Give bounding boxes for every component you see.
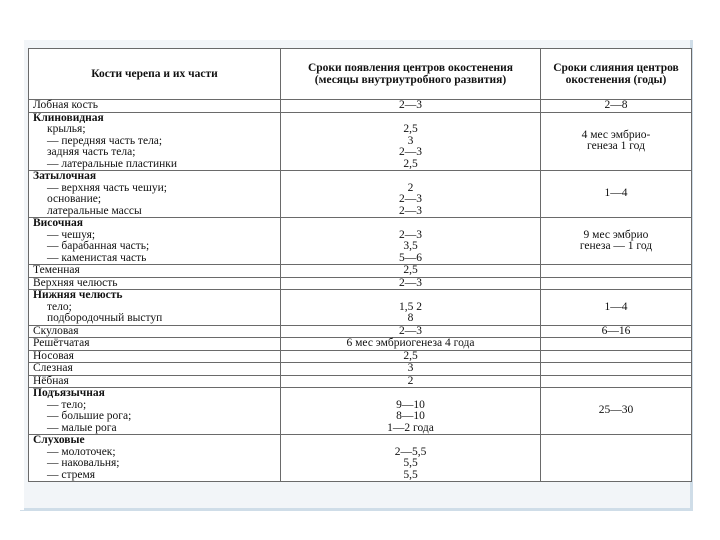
cell-appearance: [281, 112, 541, 171]
cell-appearance: [281, 290, 541, 326]
cell-line: [545, 376, 687, 388]
table-row: [29, 388, 692, 435]
cell-line: 2,5: [403, 157, 418, 170]
cell-line: 5,5: [403, 468, 418, 481]
ossification-table-container: [28, 48, 691, 482]
table-row: [29, 112, 692, 171]
cell-line: — передняя часть тела;: [47, 134, 163, 147]
table-row: [29, 363, 692, 376]
cell-line: 2,5: [403, 123, 418, 135]
cell-appearance: [281, 338, 541, 351]
cell-line: 2—3: [399, 276, 422, 289]
cell-fusion: [541, 363, 692, 376]
cell-fusion: [541, 325, 692, 338]
cell-line: 2—8: [604, 99, 628, 111]
cell-line: — тело;: [47, 398, 87, 411]
cell-line: Височная: [33, 217, 83, 229]
cell-bone: [29, 325, 281, 338]
cell-line: — чешуя;: [47, 228, 96, 241]
cell-line: генеза 1 год: [587, 140, 645, 153]
header-fusion: Сроки слияния центров окостенения (годы): [541, 49, 692, 100]
cell-line: 3,5: [403, 240, 418, 252]
cell-line: 25—30: [598, 404, 634, 417]
cell-line: [545, 452, 687, 464]
cell-bone: [29, 100, 281, 113]
cell-line: латеральные массы: [47, 204, 142, 217]
cell-line: 6—16: [601, 324, 631, 337]
cell-line: — стремя: [47, 468, 96, 481]
cell-line: 3: [407, 362, 414, 374]
cell-line: — молоточек;: [47, 445, 116, 458]
table-header-row: [29, 49, 692, 100]
cell-line: Слуховые: [33, 434, 85, 446]
cell-line: 9 мес эмбрио: [583, 228, 649, 241]
cell-line: Носовая: [33, 349, 74, 362]
cell-line: [545, 338, 687, 350]
cell-line: — верхняя часть чешуи;: [47, 181, 167, 194]
cell-line: Нижняя челюсть: [33, 289, 123, 301]
cell-line: 2—5,5: [394, 445, 427, 458]
cell-line: Затылочная: [33, 170, 97, 182]
cell-line: 8—10: [396, 410, 425, 422]
cell-line: задняя часть тела;: [47, 146, 136, 158]
left-margin: [20, 40, 24, 510]
cell-appearance: [281, 277, 541, 290]
cell-bone: [29, 112, 281, 171]
cell-line: Решётчатая: [33, 337, 90, 349]
cell-line: [285, 171, 536, 183]
cell-bone: [29, 171, 281, 218]
cell-fusion: [541, 265, 692, 278]
cell-line: 2—3: [399, 324, 422, 337]
cell-fusion: [541, 388, 692, 435]
cell-line: Теменная: [33, 264, 80, 276]
table-row: [29, 290, 692, 326]
cell-line: 5—6: [399, 251, 422, 264]
table-row: [29, 265, 692, 278]
cell-line: 2—3: [399, 146, 422, 158]
cell-bone: [29, 388, 281, 435]
cell-line: основание;: [47, 193, 102, 205]
cell-line: [285, 290, 536, 302]
cell-appearance: [281, 265, 541, 278]
cell-line: — барабанная часть;: [47, 240, 150, 252]
cell-line: 2: [407, 181, 414, 194]
cell-bone: [29, 290, 281, 326]
cell-fusion: [541, 171, 692, 218]
cell-line: 9—10: [396, 398, 425, 411]
cell-line: 1,5 2: [399, 300, 422, 313]
cell-bone: [29, 277, 281, 290]
table-row: [29, 350, 692, 363]
cell-fusion: [541, 350, 692, 363]
cell-fusion: [541, 218, 692, 265]
cell-line: Слезная: [33, 362, 73, 374]
cell-fusion: [541, 277, 692, 290]
cell-line: генеза — 1 год: [579, 240, 653, 252]
cell-appearance: [281, 325, 541, 338]
cell-appearance: [281, 435, 541, 482]
table-row: [29, 375, 692, 388]
cell-line: 2—3: [399, 228, 422, 241]
table-row: [29, 100, 692, 113]
cell-appearance: [281, 350, 541, 363]
cell-line: 1—4: [604, 300, 628, 313]
cell-line: Верхняя челюсть: [33, 276, 118, 289]
table-row: [29, 325, 692, 338]
cell-line: — наковальня;: [47, 457, 120, 469]
cell-line: 2,5: [403, 264, 418, 276]
cell-bone: [29, 265, 281, 278]
cell-line: [545, 351, 687, 363]
cell-line: — большие рога;: [47, 410, 132, 422]
cell-bone: [29, 363, 281, 376]
cell-line: 3: [407, 134, 414, 147]
cell-line: — малые рога: [47, 421, 117, 434]
cell-bone: [29, 350, 281, 363]
cell-line: тело;: [47, 300, 72, 313]
table-row: [29, 277, 692, 290]
cell-fusion: [541, 290, 692, 326]
cell-fusion: [541, 100, 692, 113]
cell-line: 5,5: [403, 457, 418, 469]
cell-appearance: [281, 171, 541, 218]
cell-line: Нёбная: [33, 374, 69, 387]
cell-line: Клиновидная: [33, 111, 104, 124]
cell-appearance: [281, 100, 541, 113]
ossification-table: [28, 48, 692, 482]
header-bones: Кости черепа и их части: [29, 49, 281, 100]
cell-bone: [29, 435, 281, 482]
cell-line: [285, 435, 536, 447]
cell-bone: [29, 218, 281, 265]
cell-line: — каменистая часть: [47, 251, 147, 264]
cell-line: 2—3: [399, 204, 422, 217]
cell-fusion: [541, 375, 692, 388]
cell-appearance: [281, 388, 541, 435]
table-row: [29, 338, 692, 351]
cell-line: [285, 388, 536, 400]
cell-line: 1—2 года: [387, 421, 434, 434]
cell-line: 2: [407, 374, 414, 387]
header-appearance: Сроки появления центров окостенения (месяцы внутриутробного развития): [281, 49, 541, 100]
cell-line: крылья;: [47, 123, 86, 135]
cell-appearance: [281, 363, 541, 376]
cell-line: [545, 363, 687, 375]
cell-line: [285, 218, 536, 230]
cell-fusion: [541, 338, 692, 351]
table-row: [29, 218, 692, 265]
cell-line: 8: [407, 312, 414, 324]
cell-bone: [29, 338, 281, 351]
cell-bone: [29, 375, 281, 388]
cell-line: Лобная кость: [33, 99, 98, 111]
cell-line: Скуловая: [33, 324, 79, 337]
cell-fusion: [541, 112, 692, 171]
cell-line: 2—3: [399, 99, 422, 111]
cell-line: 2,5: [403, 349, 418, 362]
cell-line: 1—4: [604, 187, 628, 200]
cell-line: 6 мес эмбриогенеза 4 года: [346, 337, 475, 349]
cell-line: 2—3: [399, 193, 422, 205]
cell-line: [545, 278, 687, 290]
cell-line: [545, 265, 687, 277]
cell-line: 4 мес эмбрио-: [581, 128, 651, 141]
cell-line: Подъязычная: [33, 387, 105, 399]
cell-fusion: [541, 435, 692, 482]
cell-line: — латеральные пластинки: [47, 157, 178, 170]
table-row: [29, 435, 692, 482]
table-row: [29, 171, 692, 218]
cell-line: подбородочный выступ: [47, 312, 163, 324]
cell-appearance: [281, 218, 541, 265]
cell-appearance: [281, 375, 541, 388]
